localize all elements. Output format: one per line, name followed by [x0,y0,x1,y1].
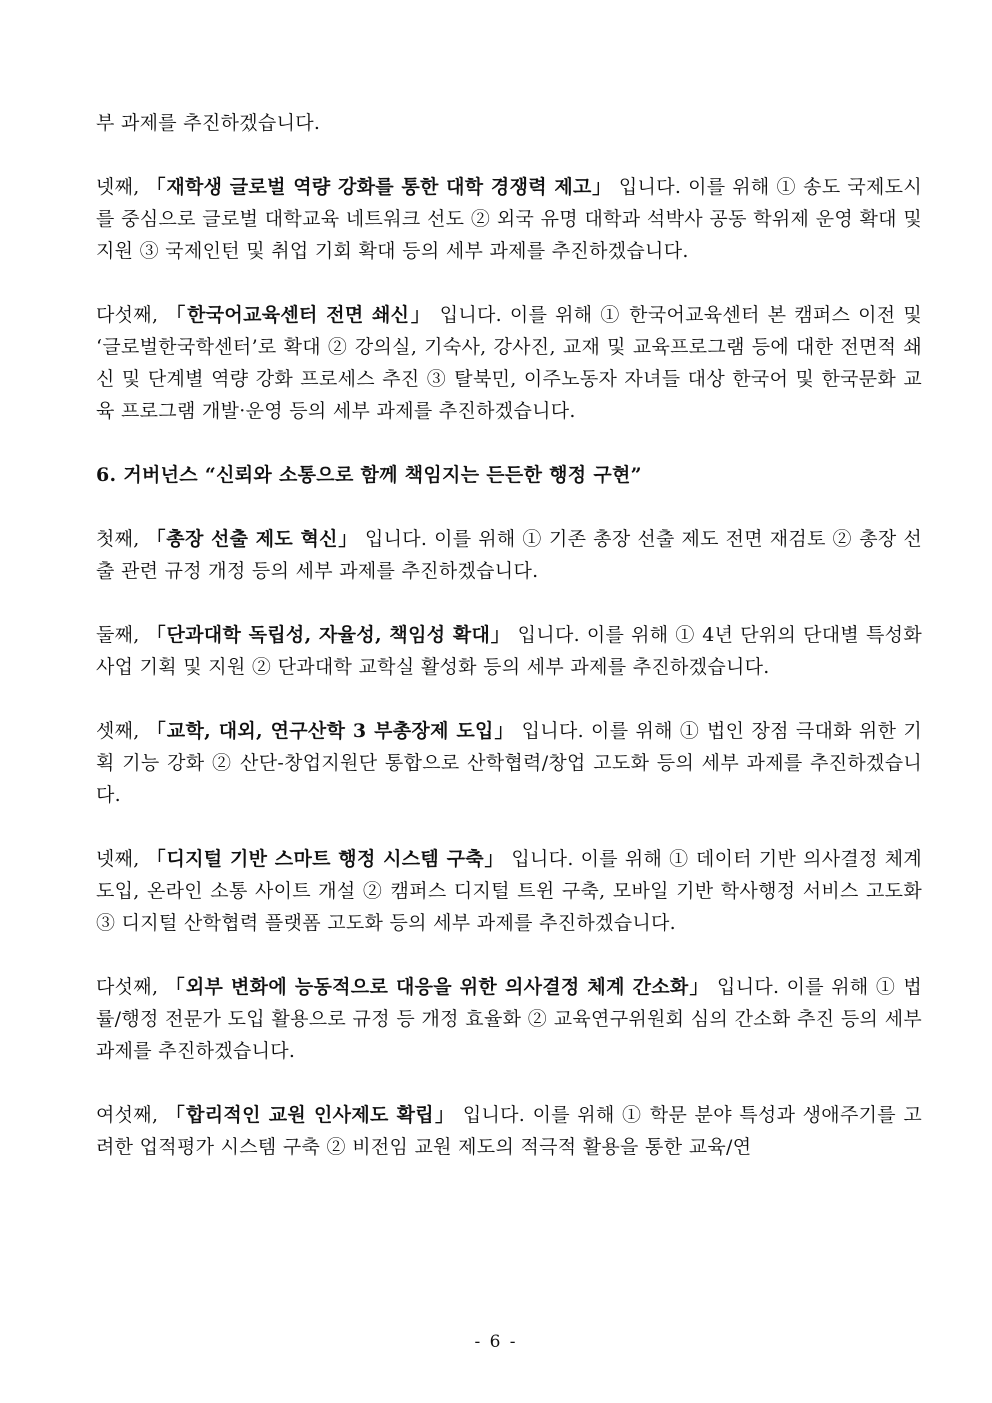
paragraph-body: 입니다. 이를 위해 ① 기존 총장 선출 제도 전면 재검토 ② 총장 선출 관련 규정 개정 등의 세부 과제를 추진하겠습니다. [96,528,923,582]
page-number: - 6 - [474,1332,518,1352]
paragraph-title: 「합리적인 교원 인사제도 확립」 [165,1104,456,1126]
governance-item-sixth [96,1099,922,1163]
paragraph-item-fifth [96,299,922,427]
paragraph-lead: 여섯째, [96,1104,166,1126]
paragraph-title: 「교학, 대외, 연구산학 3 부총장제 도입」 [146,720,515,742]
paragraph-lead: 넷째, [96,848,147,870]
paragraph-text: 부 과제를 추진하겠습니다. [96,112,321,134]
paragraph-lead: 다섯째, [96,304,167,326]
paragraph-body: 입니다. 이를 위해 ① 학문 분야 특성과 생애주기를 고려한 업적평가 시스템 구축 ② 비전임 교원 제도의 적극적 활용을 통한 교육/연 [96,1104,923,1158]
section-heading: 6. 거버넌스 “신뢰와 소통으로 함께 책임지는 든든한 행정 구현” [96,464,642,486]
paragraph-body: 입니다. 이를 위해 ① 데이터 기반 의사결정 체계 도입, 온라인 소통 사이트 개설 ② 캠퍼스 디지털 트윈 구축, 모바일 기반 학사행정 서비스 고도화 ③ 디지털 산학협력 플랫폼 고도화 등의 세부 과제를 추진하겠습니다. [96,848,922,934]
paragraph-lead: 넷째, [96,176,147,198]
paragraph-lead: 첫째, [96,528,147,550]
paragraph-body: 입니다. 이를 위해 ① 법인 장점 극대화 위한 기획 기능 강화 ② 산단-창업지원단 통합으로 산학협력/창업 고도화 등의 세부 과제를 추진하겠습니다. [96,720,922,806]
governance-item-fourth [96,843,922,939]
paragraph-lead: 셋째, [96,720,147,742]
paragraph-lead: 다섯째, [96,976,166,998]
paragraph-item-fourth [96,171,922,267]
paragraph-title: 「디지털 기반 스마트 행정 시스템 구축」 [146,848,505,870]
paragraph-title: 「한국어교육센터 전면 쇄신」 [166,304,432,326]
governance-item-third [96,715,922,811]
paragraph-title: 「외부 변화에 능동적으로 대응을 위한 의사결정 체계 간소화」 [165,976,710,998]
paragraph-title: 「총장 선출 제도 혁신」 [146,528,359,550]
paragraph-lead: 둘째, [96,624,147,646]
paragraph-title: 「단과대학 독립성, 자율성, 책임성 확대」 [146,624,511,646]
paragraph-body: 입니다. 이를 위해 ① 한국어교육센터 본 캠퍼스 이전 및 ‘글로벌한국학센터’로 확대 ② 강의실, 기숙사, 강사진, 교재 및 교육프로그램 등에 대한 전면적 쇄신 및 단계별 역량 강화 프로세스 추진 ③ 탈북민, 이주노동자 자녀들 대상 한국어 및 한국문화 교육 프로그램 개발·운영 등의 세부 과제를 추진하겠습니다. [96,304,922,422]
document-body [96,107,922,1195]
paragraph-body: 입니다. 이를 위해 ① 법률/행정 전문가 도입 활용으로 규정 등 개정 효율화 ② 교육연구위원회 심의 간소화 추진 등의 세부 과제를 추진하겠습니다. [96,976,923,1062]
governance-item-fifth [96,971,922,1067]
paragraph-title: 「재학생 글로벌 역량 강화를 통한 대학 경쟁력 제고」 [146,176,613,198]
paragraph-body: 입니다. 이를 위해 ① 송도 국제도시를 중심으로 글로벌 대학교육 네트워크 선도 ② 외국 유명 대학과 석박사 공동 학위제 운영 확대 및 지원 ③ 국제인턴 및 취업 기회 확대 등의 세부 과제를 추진하겠습니다. [96,176,922,262]
governance-item-second [96,619,922,683]
governance-item-first [96,523,922,587]
paragraph-body: 입니다. 이를 위해 ① 4년 단위의 단대별 특성화 사업 기획 및 지원 ② 단과대학 교학실 활성화 등의 세부 과제를 추진하겠습니다. [96,624,922,678]
paragraph-continuation [96,107,922,139]
